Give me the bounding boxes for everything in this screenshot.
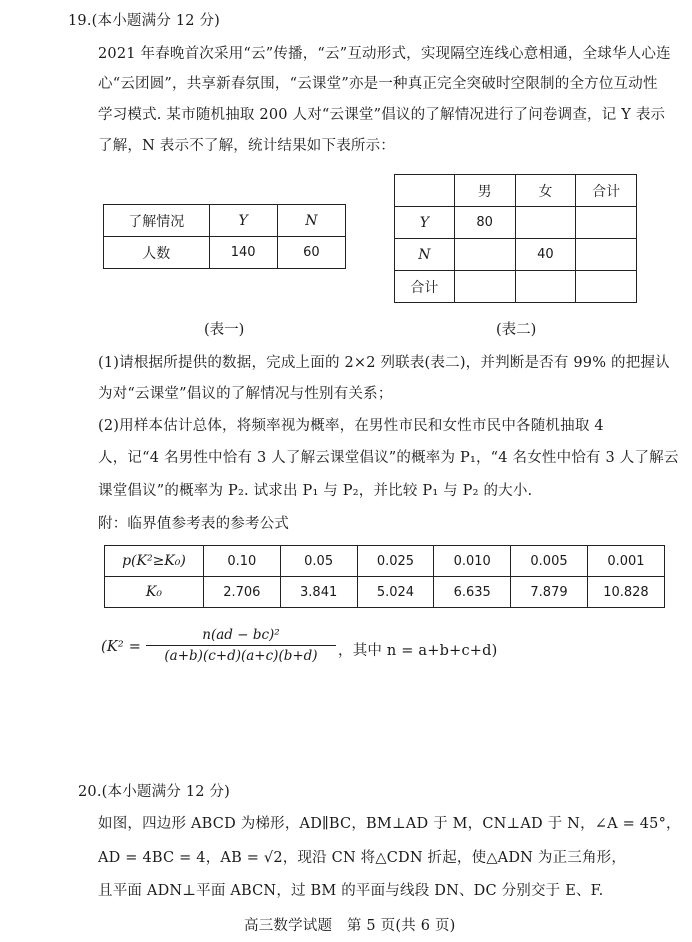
- q20-line-2: AD = 4BC = 4，AB = √2，现沿 CN 将△CDN 折起，使△ADN 为正三角形，: [98, 850, 627, 866]
- table-2-caption: (表二): [496, 322, 537, 338]
- q19-part1-line-2: 为对“云课堂”倡议的了解情况与性别有关系；: [98, 386, 393, 402]
- t3-row1-label: p(K²≥K₀): [105, 546, 204, 577]
- formula-numerator: n(ad − bc)²: [202, 627, 280, 643]
- t1-header-n: N: [277, 205, 345, 237]
- q19-line-1: 2021 年春晚首次采用“云”传播，“云”互动形式，实现隔空连线心意相通，全球华人心连: [98, 46, 671, 62]
- t2-r1-c2: 40: [515, 239, 576, 271]
- table-2: [394, 174, 637, 303]
- q20-line-3: 且平面 ADN⊥平面 ABCN，过 BM 的平面与线段 DN、DC 分别交于 E、F.: [98, 883, 604, 899]
- t2-r2-c2: [515, 271, 576, 303]
- t3-k-2: 5.024: [357, 577, 434, 608]
- t3-row2-label: K₀: [105, 577, 204, 608]
- t2-r1-c1: [454, 239, 515, 271]
- t1-cell-y: 140: [209, 237, 277, 269]
- q20-line-1: 如图，四边形 ABCD 为梯形，AD∥BC，BM⊥AD 于 M，CN⊥AD 于 N，∠A = 45°，: [98, 816, 681, 832]
- q19-part2-line-3: 课堂倡议”的概率为 P₂. 试求出 P₁ 与 P₂，并比较 P₁ 与 P₂ 的大小.: [98, 483, 533, 499]
- critical-value-table: [104, 545, 665, 608]
- t2-r0-c1: 80: [454, 207, 515, 239]
- q19-part2-line-1: (2)用样本估计总体，将频率视为概率，在男性市民和女性市民中各随机抽取 4: [98, 418, 604, 434]
- t2-r0-c2: [515, 207, 576, 239]
- q19-part1-line-1: (1)请根据所提供的数据，完成上面的 2×2 列联表(表二)，并判断是否有 99% 的把握认: [98, 355, 670, 371]
- t2-h3: 合计: [576, 175, 637, 207]
- formula-right: ，其中 n = a+b+c+d): [338, 643, 498, 659]
- fraction-bar: [146, 645, 336, 646]
- t2-r1-c3: [576, 239, 637, 271]
- t3-p-3: 0.010: [434, 546, 511, 577]
- t3-k-5: 10.828: [587, 577, 664, 608]
- t1-header-y: Y: [209, 205, 277, 237]
- t2-r2-c3: [576, 271, 637, 303]
- t2-h2: 女: [515, 175, 576, 207]
- t3-k-3: 6.635: [434, 577, 511, 608]
- q20-header: 20.(本小题满分 12 分): [78, 784, 231, 800]
- formula-left: (K² =: [101, 639, 142, 655]
- t2-r0-c0: Y: [395, 207, 455, 239]
- t1-header-label: 了解情况: [104, 205, 210, 237]
- q19-part2-line-2: 人，记“4 名男性中恰有 3 人了解云课堂倡议”的概率为 P₁，“4 名女性中恰有 3 人了解云: [98, 450, 679, 466]
- t3-k-4: 7.879: [511, 577, 588, 608]
- formula-denominator: (a+b)(c+d)(a+c)(b+d): [164, 648, 318, 664]
- t3-p-1: 0.05: [280, 546, 357, 577]
- t2-h0: [395, 175, 455, 207]
- q19-header: 19.(本小题满分 12 分): [68, 13, 221, 29]
- t3-p-0: 0.10: [203, 546, 280, 577]
- t3-p-4: 0.005: [511, 546, 588, 577]
- q19-line-2: 心“云团圆”，共享新春氛围，“云课堂”亦是一种真正完全突破时空限制的全方位互动性: [98, 76, 658, 92]
- t2-r2-c0: 合计: [395, 271, 455, 303]
- page-footer: 高三数学试题 第 5 页(共 6 页): [244, 918, 456, 934]
- table-1-caption: (表一): [204, 322, 245, 338]
- q19-appendix: 附：临界值参考表的参考公式: [98, 516, 290, 532]
- formula-fraction: [146, 627, 336, 664]
- t3-k-1: 3.841: [280, 577, 357, 608]
- t3-p-5: 0.001: [587, 546, 664, 577]
- t3-k-0: 2.706: [203, 577, 280, 608]
- t2-r2-c1: [454, 271, 515, 303]
- t1-cell-n: 60: [277, 237, 345, 269]
- t1-row-label: 人数: [104, 237, 210, 269]
- t2-r0-c3: [576, 207, 637, 239]
- t2-h1: 男: [454, 175, 515, 207]
- t3-p-2: 0.025: [357, 546, 434, 577]
- t2-r1-c0: N: [395, 239, 455, 271]
- q19-line-3: 学习模式. 某市随机抽取 200 人对“云课堂”倡议的了解情况进行了问卷调查，记 Y 表示: [98, 107, 666, 123]
- table-1: [103, 204, 346, 269]
- q19-line-4: 了解，N 表示不了解，统计结果如下表所示：: [98, 138, 395, 154]
